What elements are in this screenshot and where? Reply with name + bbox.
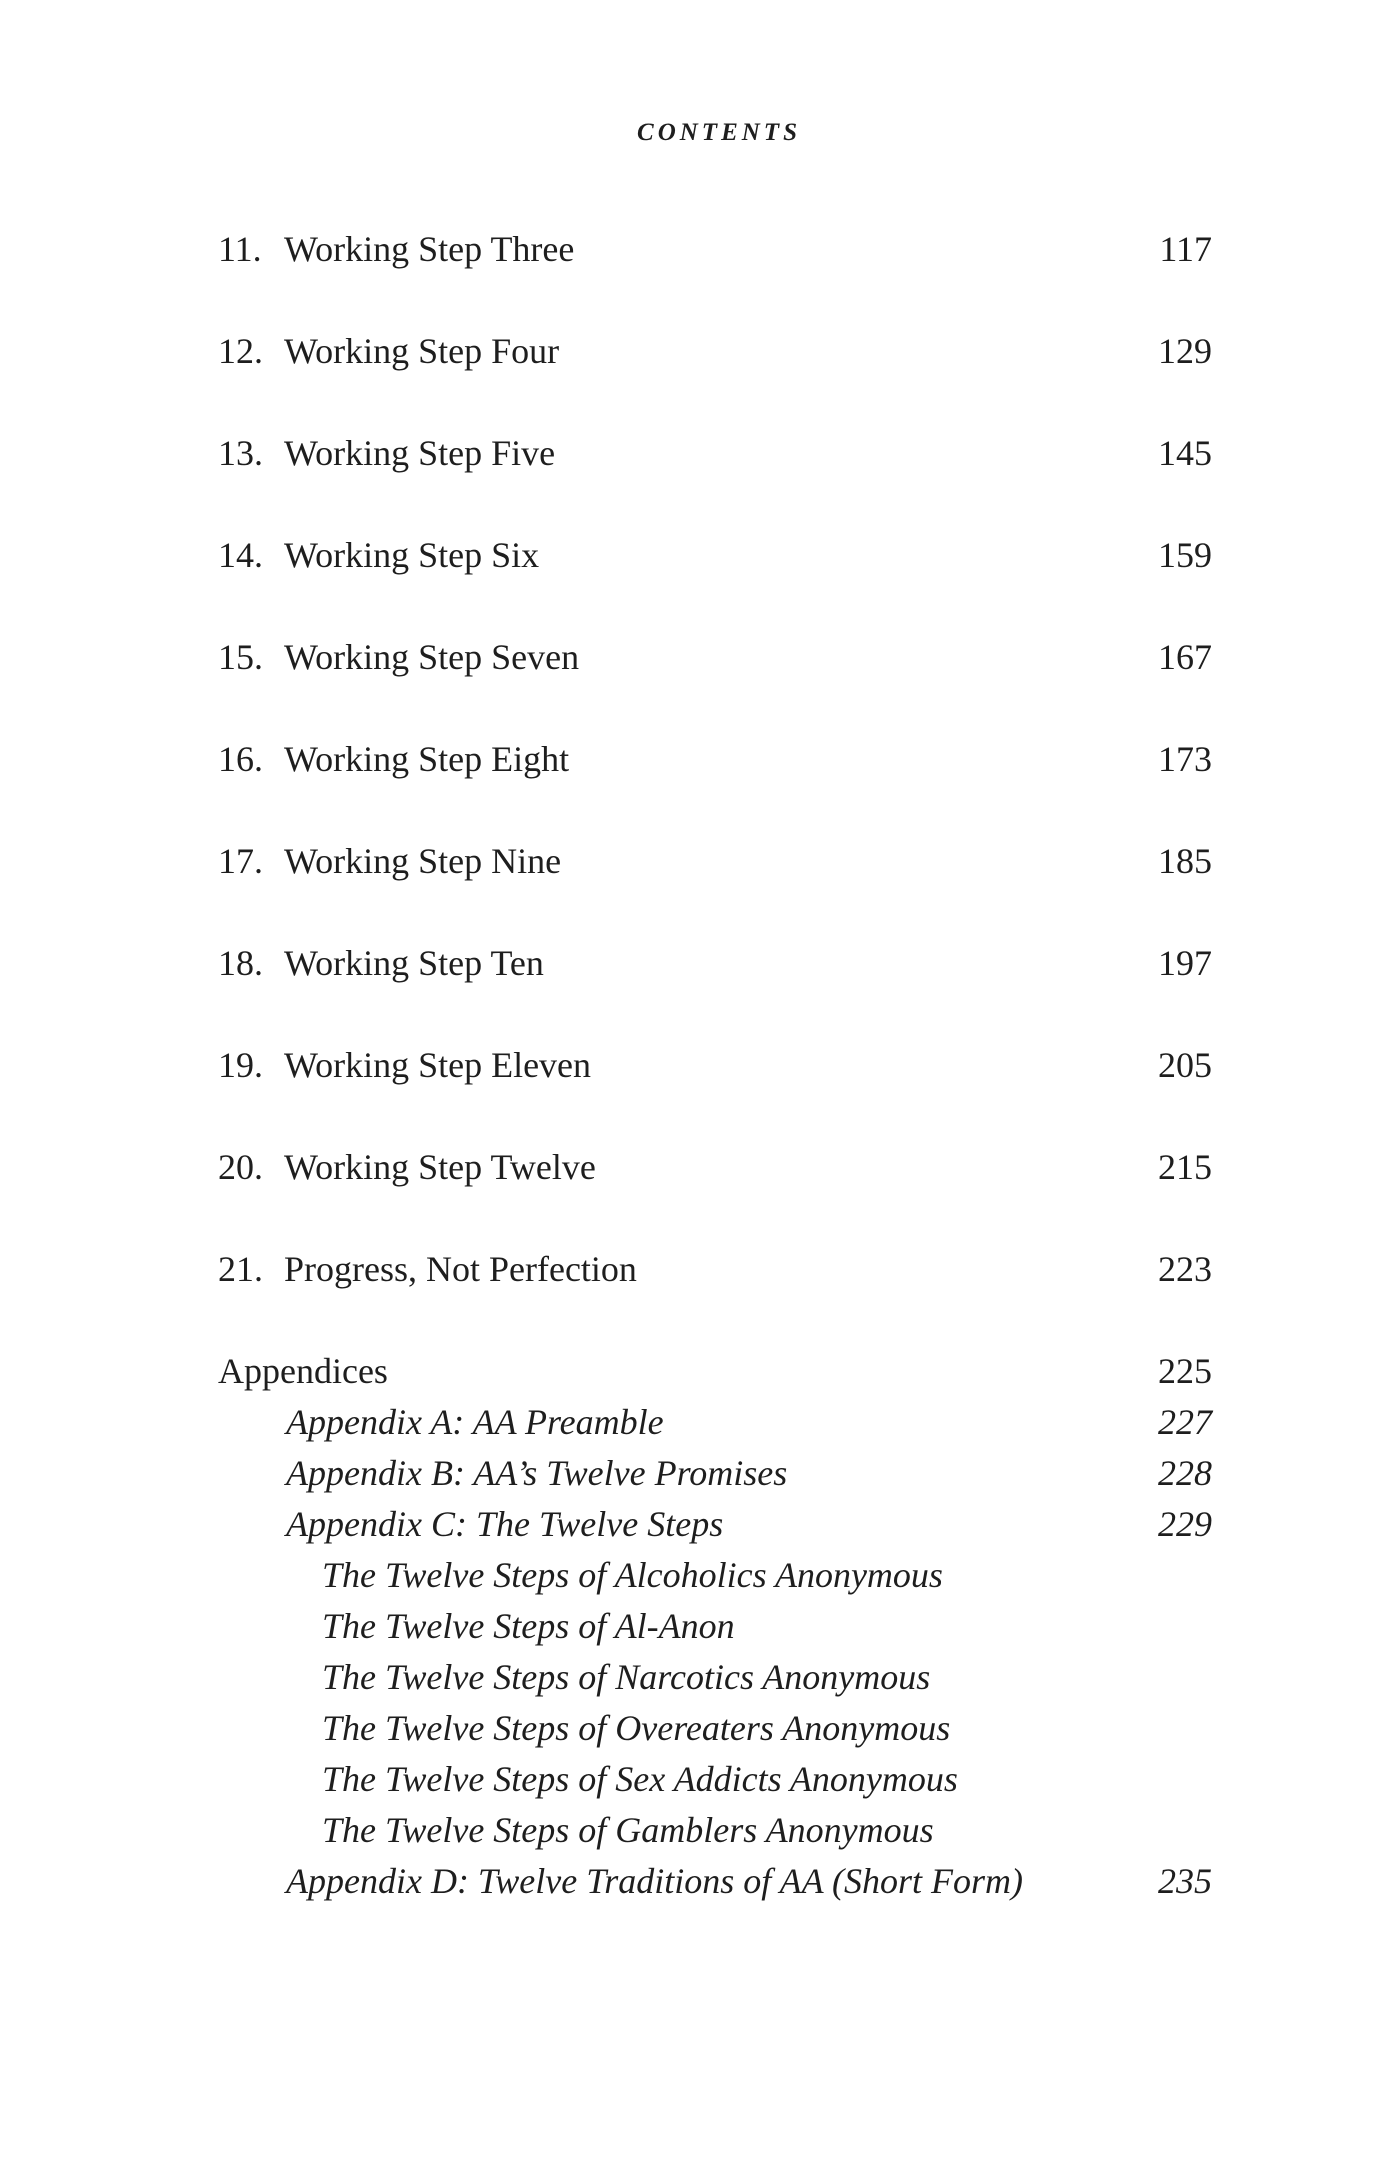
twelve-steps-entry[interactable] [0, 1754, 1400, 1804]
twelve-steps-entry[interactable] [0, 1805, 1400, 1855]
page-number: 167 [1158, 637, 1212, 677]
chapter-title: Working Step Twelve [284, 1147, 596, 1187]
twelve-steps-entry[interactable] [0, 1703, 1400, 1753]
page-number: 223 [1158, 1249, 1212, 1289]
page-number: 235 [1158, 1861, 1212, 1901]
appendices-title: Appendices [218, 1351, 388, 1391]
toc-entry[interactable] [0, 428, 1400, 478]
toc-entry[interactable] [0, 530, 1400, 580]
chapter-title: Working Step Eleven [284, 1045, 592, 1085]
toc-entry[interactable] [0, 734, 1400, 784]
toc-entry[interactable] [0, 1142, 1400, 1192]
chapter-title: Working Step Five [284, 433, 556, 473]
page-number: 205 [1158, 1045, 1212, 1085]
page-number: 215 [1158, 1147, 1212, 1187]
appendix-title: Appendix C: The Twelve Steps [286, 1504, 724, 1544]
twelve-steps-title: The Twelve Steps of Gamblers Anonymous [322, 1810, 934, 1850]
chapter-number: 14. [218, 535, 263, 575]
chapter-number: 15. [218, 637, 263, 677]
chapter-title: Working Step Nine [284, 841, 562, 881]
chapter-title: Working Step Ten [284, 943, 544, 983]
chapter-number: 21. [218, 1249, 263, 1289]
page-title: CONTENTS [637, 119, 801, 146]
chapter-number: 19. [218, 1045, 263, 1085]
appendix-title: Appendix D: Twelve Traditions of AA (Short Form) [286, 1861, 1023, 1901]
chapter-title: Working Step Six [284, 535, 540, 575]
twelve-steps-entry[interactable] [0, 1601, 1400, 1651]
twelve-steps-title: The Twelve Steps of Alcoholics Anonymous [322, 1555, 943, 1595]
toc-entry[interactable] [0, 938, 1400, 988]
toc-entry[interactable] [0, 1040, 1400, 1090]
page-number: 129 [1158, 331, 1212, 371]
page-number: 197 [1158, 943, 1212, 983]
page-number: 228 [1158, 1453, 1212, 1493]
chapter-title: Working Step Eight [284, 739, 570, 779]
page-number: 159 [1158, 535, 1212, 575]
page-number: 145 [1158, 433, 1212, 473]
page-number: 117 [1159, 229, 1212, 269]
twelve-steps-title: The Twelve Steps of Narcotics Anonymous [322, 1657, 931, 1697]
chapter-number: 20. [218, 1147, 263, 1187]
toc-entry-appendices[interactable] [0, 1346, 1400, 1396]
chapter-number: 16. [218, 739, 263, 779]
toc-entry[interactable] [0, 1244, 1400, 1294]
appendix-entry[interactable] [0, 1499, 1400, 1549]
chapter-title: Progress, Not Perfection [284, 1249, 637, 1289]
twelve-steps-entry[interactable] [0, 1550, 1400, 1600]
chapter-number: 18. [218, 943, 263, 983]
page-number: 185 [1158, 841, 1212, 881]
toc-entry[interactable] [0, 326, 1400, 376]
chapter-title: Working Step Seven [284, 637, 580, 677]
toc-entry[interactable] [0, 836, 1400, 886]
appendix-title: Appendix B: AA’s Twelve Promises [286, 1453, 788, 1493]
page-number: 173 [1158, 739, 1212, 779]
twelve-steps-title: The Twelve Steps of Al-Anon [322, 1606, 735, 1646]
twelve-steps-entry[interactable] [0, 1652, 1400, 1702]
chapter-number: 13. [218, 433, 263, 473]
chapter-title: Working Step Three [284, 229, 575, 269]
twelve-steps-title: The Twelve Steps of Overeaters Anonymous [322, 1708, 951, 1748]
chapter-number: 11. [218, 229, 262, 269]
toc-entry[interactable] [0, 632, 1400, 682]
page-number: 225 [1158, 1351, 1212, 1391]
chapter-title: Working Step Four [284, 331, 560, 371]
toc-entry[interactable] [0, 224, 1400, 274]
appendix-entry[interactable] [0, 1397, 1400, 1447]
appendix-entry[interactable] [0, 1448, 1400, 1498]
appendix-entry[interactable] [0, 1856, 1400, 1906]
page-number: 227 [1158, 1402, 1212, 1442]
chapter-number: 17. [218, 841, 263, 881]
page-number: 229 [1158, 1504, 1212, 1544]
appendix-title: Appendix A: AA Preamble [286, 1402, 664, 1442]
twelve-steps-title: The Twelve Steps of Sex Addicts Anonymous [322, 1759, 958, 1799]
chapter-number: 12. [218, 331, 263, 371]
